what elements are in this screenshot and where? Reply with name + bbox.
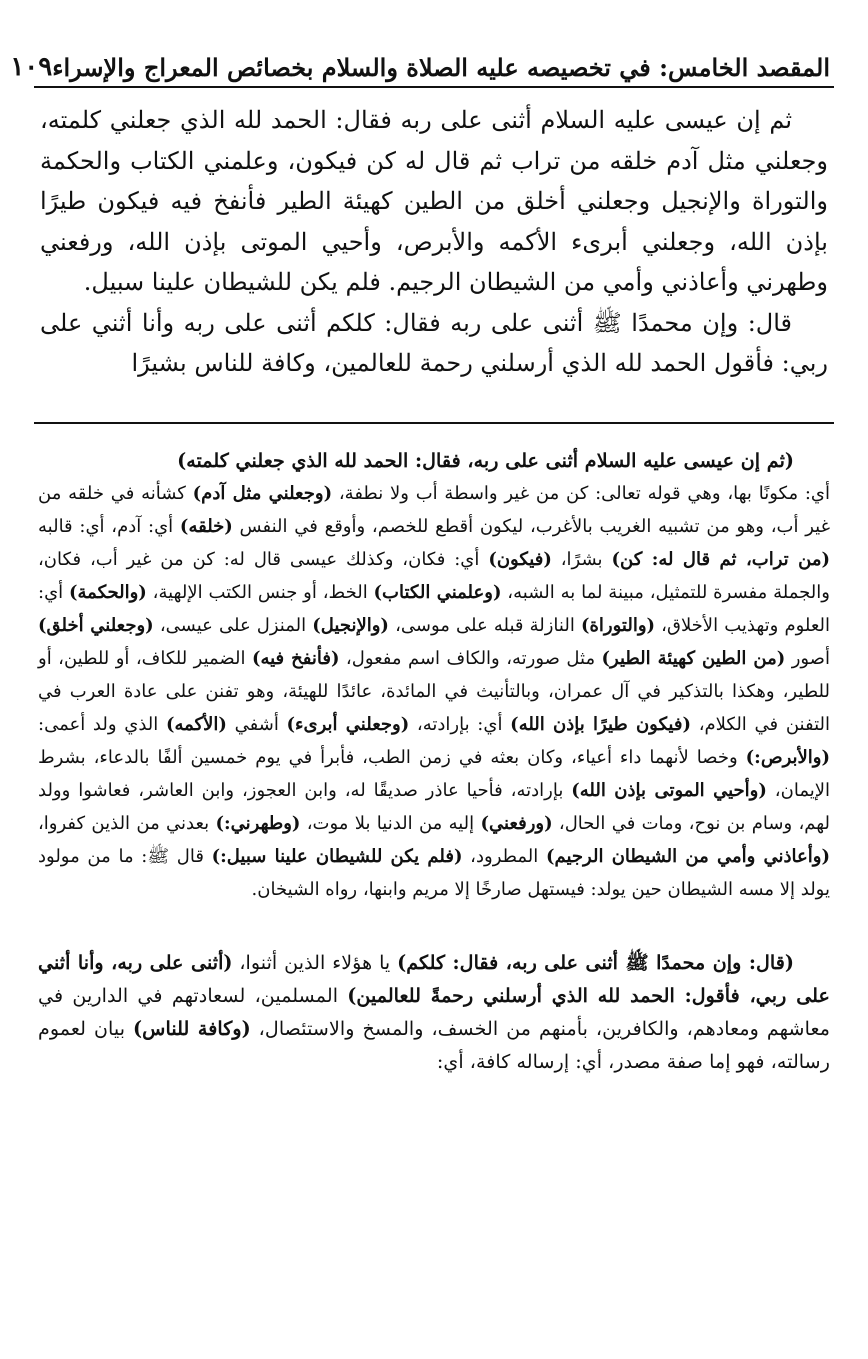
commentary-text: أي: مكونًا بها، وهي قوله تعالى: كن من غير واسطة أب ولا نطفة، bbox=[332, 482, 831, 504]
commentary-text: قال ﷺ: ما من مولود يولد إلا مسه الشيطان حين يولد: فيستهل صارخًا إلا مريم وابنها، رواه الشيخان. bbox=[38, 845, 830, 900]
main-text bbox=[34, 100, 834, 384]
commentary-text: الخط، أو جنس الكتب الإلهية، bbox=[146, 581, 374, 603]
quoted-phrase: (ورفعني) bbox=[480, 812, 553, 834]
quoted-phrase: (وطهرني:) bbox=[215, 812, 301, 834]
commentary-text: المطرود، bbox=[462, 845, 546, 867]
quoted-phrase: (وكافة للناس) bbox=[133, 1016, 251, 1040]
commentary bbox=[34, 444, 834, 1078]
commentary-text: أي: آدم، أي: قالبه bbox=[38, 515, 180, 537]
quoted-phrase: (والتوراة) bbox=[580, 614, 656, 636]
quoted-phrase: (من الطين كهيئة الطير) bbox=[601, 647, 786, 669]
quoted-phrase: (فأنفخ فيه) bbox=[251, 647, 340, 669]
quoted-phrase: (وجعلني أخلق) bbox=[38, 614, 154, 636]
commentary-text: الذي ولد أعمى: bbox=[38, 713, 166, 735]
running-header bbox=[10, 40, 834, 88]
quoted-phrase: (قال: وإن محمدًا ﷺ أثنى على ربه، فقال: كلكم) bbox=[397, 950, 794, 974]
quoted-phrase: (وأعاذني وأمي من الشيطان الرجيم) bbox=[545, 845, 830, 867]
book-page bbox=[10, 40, 834, 1339]
quoted-phrase: (أثنى على ربه، وأنا أثني على ربي، فأقول: الحمد لله الذي أرسلني رحمةً للعالمين) bbox=[38, 950, 830, 1007]
commentary-text: النازلة قبله على موسى، bbox=[388, 614, 581, 636]
running-title: المقصد الخامس: في تخصيصه عليه الصلاة والسلام بخصائص المعراج والإسراء bbox=[52, 53, 830, 82]
quoted-phrase: (والإنجيل) bbox=[312, 614, 389, 636]
quoted-phrase: (الأكمه) bbox=[165, 713, 227, 735]
commentary-paragraph bbox=[38, 477, 830, 906]
commentary-lead-text: (ثم إن عيسى عليه السلام أثنى على ربه، فقال: الحمد لله الذي جعلني كلمته) bbox=[177, 448, 794, 472]
quoted-phrase: (من تراب، ثم قال له: كن) bbox=[611, 548, 830, 570]
commentary-text: إليه من الدنيا بلا موت، bbox=[300, 812, 481, 834]
commentary-text: الضمير للكاف، أو للطين، أو للطير، وهكذا بالتذكير في آل عمران، وبالتأنيث في المائدة، عائدًا للهيئة، وهو تفنن على عادة العرب في التفنن في الكلام، bbox=[38, 647, 830, 735]
commentary-text: مثل صورته، والكاف اسم مفعول، bbox=[339, 647, 602, 669]
quoted-phrase: (فيكون طيرًا بإذن الله) bbox=[510, 713, 691, 735]
commentary-text: أشفي bbox=[226, 713, 287, 735]
main-text-paragraph: قال: وإن محمدًا ﷺ أثنى على ربه فقال: كلكم أثنى على ربه وأنا أثني على ربي: فأقول الحمد لله الذي أرسلني رحمة للعالمين، وكافة للناس بشيرًا bbox=[40, 308, 828, 377]
commentary-text: المنزل على عيسى، bbox=[153, 614, 313, 636]
main-text-paragraph: ثم إن عيسى عليه السلام أثنى على ربه فقال: الحمد لله الذي جعلني كلمته، وجعلني مثل آدم خلقه من تراب ثم قال له كن فيكون، وعلمني الكتاب والحكمة والتوراة والإنجيل وجعلني أخلق من الطين كهيئة الطير فأنفخ فيه فيكون طيرًا بإذن الله، وجعلني أبرىء الأكمه والأبرص، وأحيي الموتى بإذن الله، ورفعني وطهرني وأعاذني وأمي من الشيطان الرجيم. فلم يكن للشيطان علينا سبيل. bbox=[40, 106, 828, 296]
commentary-text: يا هؤلاء الذين أثنوا، bbox=[232, 950, 398, 974]
quoted-phrase: (وعلمني الكتاب) bbox=[373, 581, 502, 603]
quoted-phrase: (وأحيي الموتى بإذن الله) bbox=[571, 779, 767, 801]
commentary-text: بشرًا، bbox=[551, 548, 612, 570]
commentary-text: بيان لعموم رسالته، فهو إما صفة مصدر، أي: إرساله كافة، أي: bbox=[38, 1016, 830, 1073]
commentary-text: أي: فكان، وكذلك عيسى قال له: كن من غير أب، فكان، والجملة مفسرة للتمثيل، مبينة لما به الشبه، bbox=[38, 548, 830, 603]
quoted-phrase: (والحكمة) bbox=[69, 581, 147, 603]
page-number: ١٠٩ bbox=[10, 52, 53, 82]
commentary-text: بعدني من الذين كفروا، bbox=[38, 812, 216, 834]
commentary-text: أصور bbox=[785, 647, 830, 669]
commentary-paragraph bbox=[38, 946, 830, 1078]
footnote-separator bbox=[34, 422, 834, 424]
commentary-lead bbox=[38, 444, 830, 477]
commentary-text: المسلمين، لسعادتهم في الدارين في معاشهم ومعادهم، والكافرين، بأمنهم من الخسف، والمسخ والاستئصال، bbox=[38, 983, 830, 1040]
commentary-text: وخصا لأنهما داء أعياء، وكان بعثه في زمن الطب، فأبرأ في يوم خمسين ألفًا بالدعاء، بشرط الإيمان، bbox=[38, 746, 830, 801]
commentary-text: كشأنه في خلقه من غير أب، وهو من تشبيه الغريب بالأغرب، ليكون أقطع للخصم، وأوقع في النفس bbox=[38, 482, 830, 537]
quoted-phrase: (خلقه) bbox=[179, 515, 233, 537]
commentary-text: بإرادته، فأحيا عاذر صديقًا له، وابن العجوز، وابن العاشر، فعاشوا وولد لهم، وسام بن نوح، ومات في الحال، bbox=[38, 779, 831, 834]
quoted-phrase: (فلم يكن للشيطان علينا سبيل:) bbox=[211, 845, 463, 867]
commentary-text: أي: بإرادته، bbox=[409, 713, 511, 735]
quoted-phrase: (وجعلني مثل آدم) bbox=[192, 482, 333, 504]
quoted-phrase: (والأبرص:) bbox=[745, 746, 830, 768]
quoted-phrase: (فيكون) bbox=[488, 548, 552, 570]
quoted-phrase: (وجعلني أبرىء) bbox=[286, 713, 410, 735]
commentary-text: أي: العلوم وتهذيب الأخلاق، bbox=[38, 581, 831, 636]
